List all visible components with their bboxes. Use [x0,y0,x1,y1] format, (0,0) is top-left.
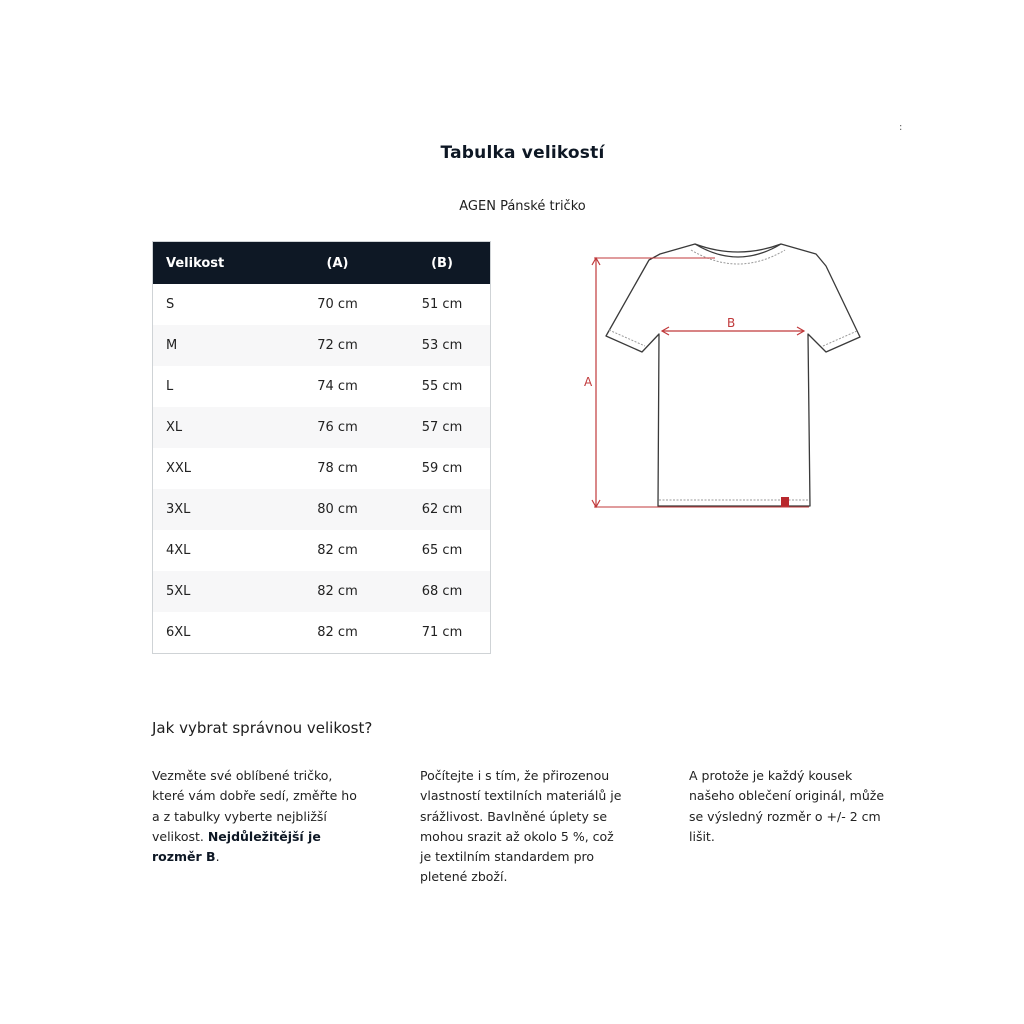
corner-mark: : [899,122,903,133]
table-row [153,325,490,366]
cell-size: 3XL [166,502,191,517]
cell-size: L [166,379,174,394]
page-title: Tabulka velikostí [440,143,605,163]
table-row [153,530,490,571]
table-row [153,366,490,407]
cell-b: 53 cm [421,338,463,353]
cell-b: 68 cm [421,584,463,599]
tshirt-outline [606,244,860,506]
cell-b: 65 cm [421,543,463,558]
table-row [153,284,490,325]
guide-paragraph-2: Počítejte i s tím, že přirozenou vlastností textilních materiálů je srážlivost. Bavlněné úplety se mohou srazit až okolo 5 %, což je textilním standardem pro pletené zboží. [420,768,622,885]
header-a: (A) [326,255,349,271]
header-b: (B) [431,255,453,271]
cell-size: XL [166,420,183,435]
cell-b: 51 cm [421,297,463,312]
cell-size: M [166,338,178,353]
cell-a: 82 cm [317,625,358,640]
measure-b-label: B [727,316,736,330]
table-row [153,612,490,653]
cell-size: 6XL [166,625,191,640]
cell-b: 71 cm [421,625,463,640]
label-tag [781,497,789,507]
cell-b: 57 cm [421,420,463,435]
product-subtitle: AGEN Pánské tričko [459,199,586,214]
guide-text-1: Vezměte své oblíbené tričko, které vám dobře sedí, změřte ho a z tabulky vyberte nejbližší velikost. [152,768,357,844]
size-table [152,241,491,654]
cell-a: 82 cm [317,543,358,558]
cell-b: 59 cm [421,461,463,476]
cell-size: 5XL [166,584,191,599]
cell-b: 62 cm [421,502,463,517]
guide-heading: Jak vybrat správnou velikost? [152,719,373,737]
cell-b: 55 cm [421,379,463,394]
tshirt-diagram [575,238,865,518]
cell-size: S [166,297,175,312]
guide-paragraph-3: A protože je každý kousek našeho oblečení originál, může se výsledný rozměr o +/- 2 cm lišit. [689,768,885,844]
table-row [153,571,490,612]
table-row [153,448,490,489]
header-size: Velikost [166,255,225,271]
guide-emphasis: Nejdůležitější je rozměr B [152,828,321,865]
table-header [153,242,490,284]
cell-size: XXL [166,461,192,476]
cell-size: 4XL [166,543,191,558]
cell-a: 82 cm [317,584,358,599]
table-row [153,489,490,530]
cell-a: 70 cm [317,297,358,312]
guide-paragraph-1 [152,766,382,867]
table-row [153,407,490,448]
guide-text-1-end: . [215,849,220,865]
cell-a: 76 cm [317,420,358,435]
cell-a: 74 cm [317,379,358,394]
cell-a: 72 cm [317,338,358,353]
cell-a: 80 cm [317,502,358,517]
measure-a-label: A [584,375,593,389]
cell-a: 78 cm [317,461,358,476]
